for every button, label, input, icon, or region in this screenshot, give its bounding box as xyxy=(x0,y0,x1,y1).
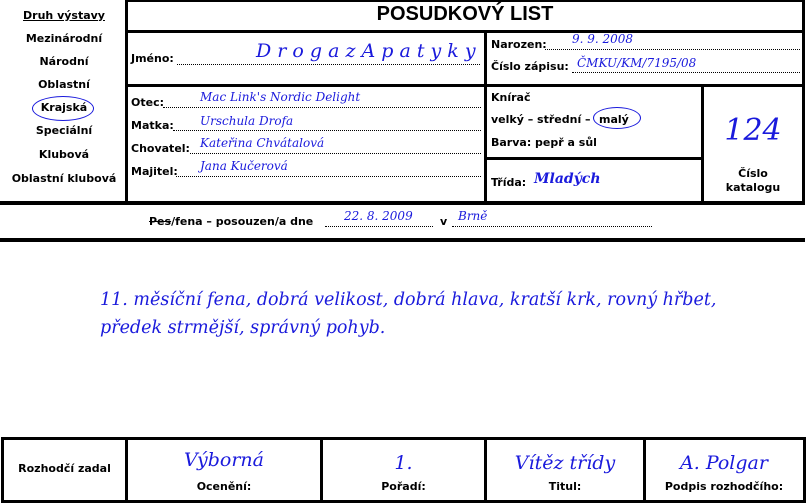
page-title: POSUDKOVÝ LIST xyxy=(376,3,554,25)
born-line xyxy=(545,49,800,50)
header-bottom-rule xyxy=(0,201,805,205)
rating-label: Ocenění: xyxy=(196,480,252,493)
top-border xyxy=(125,0,805,2)
show-type-selected-mark xyxy=(32,96,94,121)
catalog-label-line1: Číslo xyxy=(738,167,768,180)
judged-pes: Pes xyxy=(149,215,172,228)
name-label: Jméno: xyxy=(131,52,174,65)
placing-label: Pořadí: xyxy=(381,480,426,493)
show-type-club[interactable]: Klubová xyxy=(38,148,90,161)
coat-color: Barva: pepř a sůl xyxy=(491,136,597,149)
assessment-line-2: předek strmější, správný pohyb. xyxy=(100,318,386,338)
born-label: Narozen: xyxy=(491,38,547,51)
catalog-label-line2: katalogu xyxy=(725,181,781,194)
judged-text: /fena – posouzen/a dne xyxy=(171,215,314,228)
father-label: Otec: xyxy=(131,96,164,109)
details-divider xyxy=(484,84,487,203)
placing-value[interactable]: 1. xyxy=(394,452,413,474)
class-divider xyxy=(484,157,704,160)
show-type-national[interactable]: Národní xyxy=(39,55,89,68)
judged-place[interactable]: Brně xyxy=(458,209,488,223)
judged-in-label: v xyxy=(440,215,448,228)
owner-label: Majitel: xyxy=(131,165,178,178)
registry-label: Číslo zápisu: xyxy=(491,60,569,73)
show-type-county[interactable]: Krajská xyxy=(40,101,88,114)
owner-name[interactable]: Jana Kučerová xyxy=(200,159,288,173)
rating-value[interactable]: Výborná xyxy=(184,449,264,471)
breeder-line xyxy=(190,153,481,154)
breed-label: Knírač xyxy=(491,91,531,104)
born-date[interactable]: 9. 9. 2008 xyxy=(572,32,634,46)
title-label: Titul: xyxy=(548,480,582,493)
registry-number[interactable]: ČMKU/KM/7195/08 xyxy=(577,56,697,70)
mother-label: Matka: xyxy=(131,119,174,132)
mother-name[interactable]: Urschula Drofa xyxy=(200,114,294,128)
name-divider xyxy=(484,33,487,85)
show-type-specialty[interactable]: Speciální xyxy=(35,124,93,137)
mother-line xyxy=(173,130,481,131)
judged-date[interactable]: 22. 8. 2009 xyxy=(344,209,413,223)
name-line xyxy=(177,64,480,65)
breeder-name[interactable]: Kateřina Chvátalová xyxy=(200,136,325,150)
judged-line xyxy=(149,215,313,228)
show-type-international[interactable]: Mezinárodní xyxy=(25,32,103,45)
show-type-header: Druh výstavy xyxy=(23,9,105,22)
father-name[interactable]: Mac Link's Nordic Delight xyxy=(200,90,361,104)
size-selected-mark xyxy=(593,107,641,129)
registry-line xyxy=(572,72,800,73)
size-options: velký – střední – xyxy=(491,113,591,126)
judged-date-line xyxy=(325,226,433,227)
judge-signature[interactable]: A. Polgar xyxy=(680,452,768,474)
title-divider xyxy=(125,30,805,33)
judged-bottom-rule xyxy=(0,238,805,242)
dog-name[interactable]: D r o g a z A p a t y k y xyxy=(256,40,476,62)
judge-submitted-label: Rozhodčí zadal xyxy=(18,462,111,475)
class-value[interactable]: Mladých xyxy=(534,171,601,187)
show-type-regional[interactable]: Oblastní xyxy=(38,78,90,91)
father-line xyxy=(163,107,481,108)
owner-line xyxy=(176,176,481,177)
signature-label: Podpis rozhodčího: xyxy=(664,480,784,493)
judged-place-line xyxy=(452,226,652,227)
size-selected[interactable]: malý xyxy=(599,113,629,126)
show-type-regional-club[interactable]: Oblastní klubová xyxy=(11,172,117,185)
class-label: Třída: xyxy=(491,176,527,189)
title-value[interactable]: Vítěz třídy xyxy=(514,452,616,474)
catalog-number: 124 xyxy=(724,113,782,148)
breeder-label: Chovatel: xyxy=(131,142,190,155)
assessment-line-1: 11. měsíční fena, dobrá velikost, dobrá hlava, kratší krk, rovný hřbet, xyxy=(100,290,717,310)
